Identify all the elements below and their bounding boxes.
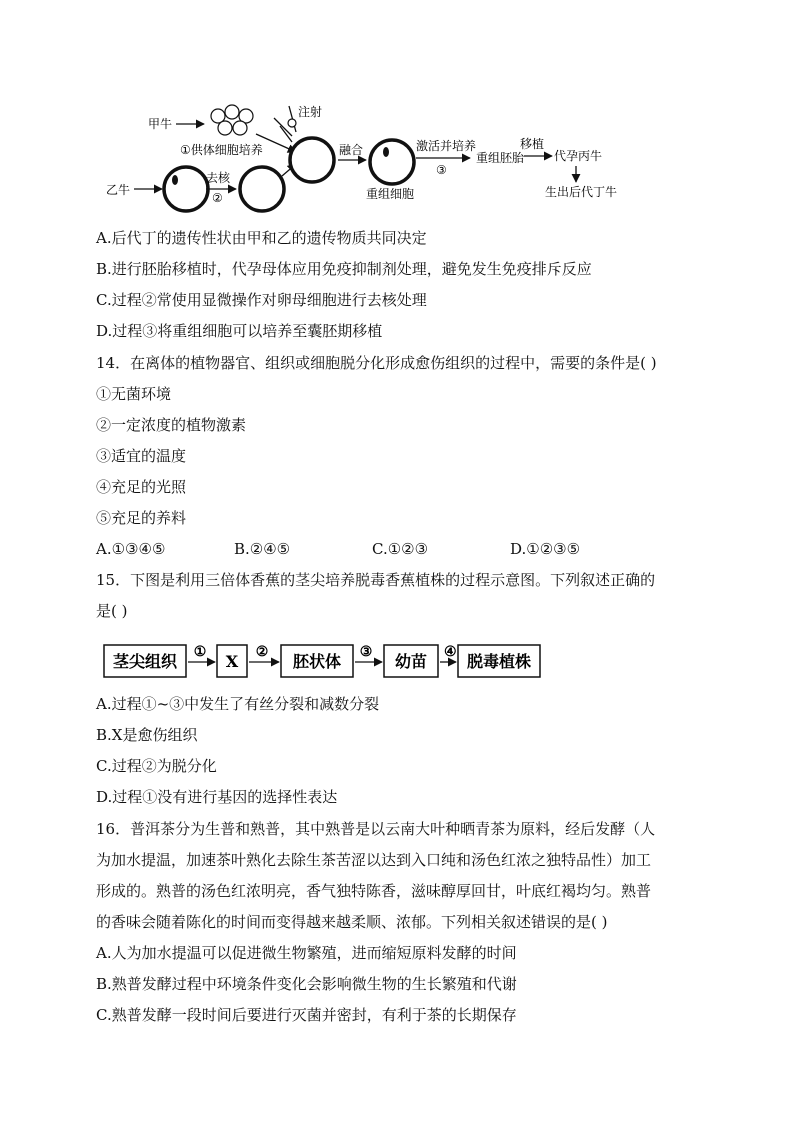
flow-step-4: ④ <box>444 644 457 660</box>
q14-item-3: ③适宜的温度 <box>96 447 187 465</box>
q15-option-d: D.过程①没有进行基因的选择性表达 <box>96 788 338 806</box>
flow-step-3: ③ <box>359 644 373 660</box>
flow-label-seedling: 幼苗 <box>394 652 428 671</box>
label-surrogate: 代孕丙牛 <box>554 149 603 163</box>
q15-stem-line1: 15．下图是利用三倍体香蕉的茎尖培养脱毒香蕉植株的过程示意图。下列叙述正确的 <box>96 571 656 589</box>
flow-step-2: ② <box>255 644 269 660</box>
q16-option-b: B.熟普发酵过程中环境条件变化会影响微生物的生长繁殖和代谢 <box>96 975 517 993</box>
flow-label-x: X <box>225 652 239 671</box>
q15-option-a: A.过程①~③中发生了有丝分裂和减数分裂 <box>96 695 380 713</box>
label-enucleate: 去核 <box>206 171 231 185</box>
q15-option-b: B.X是愈伤组织 <box>96 726 198 744</box>
q16-stem-line4: 的香味会随着陈化的时间而变得越来越柔顺、浓郁。下列相关叙述错误的是( ) <box>96 913 608 931</box>
q14-item-2: ②一定浓度的植物激素 <box>96 416 247 434</box>
q16-stem-line3: 形成的。熟普的汤色红浓明亮，香气独特陈香，滋味醇厚回甘，叶底红褐均匀。熟普 <box>96 882 652 900</box>
q13-option-b: B.进行胚胎移植时，代孕母体应用免疫抑制剂处理，避免发生免疫排斥反应 <box>96 260 592 278</box>
injected-cell <box>288 119 296 127</box>
q14-item-1: ①无菌环境 <box>96 385 172 403</box>
q14-option-d: D.①②③⑤ <box>510 540 581 558</box>
q13-option-c: C.过程②常使用显微操作对卵母细胞进行去核处理 <box>96 291 427 309</box>
donor-cells <box>211 105 253 135</box>
q13-option-d: D.过程③将重组细胞可以培养至囊胚期移植 <box>96 322 383 340</box>
q13-option-a: A.后代丁的遗传性状由甲和乙的遗传物质共同决定 <box>96 229 427 247</box>
q16-stem-line1: 16．普洱茶分为生普和熟普，其中熟普是以云南大叶种晒青茶为原料，经后发酵（人 <box>96 820 656 838</box>
cloning-diagram <box>96 96 656 226</box>
tissue-culture-flow <box>96 636 546 686</box>
label-fuse: 融合 <box>339 143 364 157</box>
label-recombinant-embryo: 重组胚胎 <box>476 151 525 165</box>
q14-option-b: B.②④⑤ <box>234 540 291 558</box>
flow-label-virus-free: 脱毒植株 <box>466 652 532 671</box>
q16-option-a: A.人为加水提温可以促进微生物繁殖，进而缩短原料发酵的时间 <box>96 944 517 962</box>
label-activate: 激活并培养 <box>416 139 477 153</box>
q15-option-c: C.过程②为脱分化 <box>96 757 217 775</box>
label-jia: 甲牛 <box>148 117 173 131</box>
label-yi: 乙牛 <box>106 183 131 197</box>
q14-item-5: ⑤充足的养料 <box>96 509 187 527</box>
flow-step-1: ① <box>193 644 207 660</box>
label-step2: ② <box>212 191 223 205</box>
q14-stem: 14．在离体的植物器官、组织或细胞脱分化形成愈伤组织的过程中，需要的条件是( ) <box>96 354 657 372</box>
fusion-cell <box>290 138 334 182</box>
q16-option-c: C.熟普发酵一段时间后要进行灭菌并密封，有利于茶的长期保存 <box>96 1006 517 1024</box>
flow-label-shoot-tip: 茎尖组织 <box>112 652 178 671</box>
label-donor-culture: ①供体细胞培养 <box>180 143 263 157</box>
q16-stem-line2: 为加水提温，加速茶叶熟化去除生茶苦涩以达到入口纯和汤色红浓之独特品性）加工 <box>96 851 652 869</box>
oocyte-nucleus <box>172 175 178 185</box>
q14-item-4: ④充足的光照 <box>96 478 187 496</box>
enucleated-oocyte <box>240 167 284 211</box>
label-recombinant-cell: 重组细胞 <box>366 187 415 201</box>
label-step3: ③ <box>436 163 447 177</box>
oocyte <box>164 167 208 211</box>
label-transplant: 移植 <box>520 137 545 151</box>
recombinant-nucleus <box>383 147 389 157</box>
flow-label-embryoid: 胚状体 <box>292 652 342 671</box>
label-inject: 注射 <box>298 105 323 119</box>
q14-options <box>96 539 696 559</box>
q14-option-c: C.①②③ <box>372 540 429 558</box>
q14-option-a: A.①③④⑤ <box>96 540 166 558</box>
label-offspring: 生出后代丁牛 <box>545 185 618 199</box>
recombinant-cell <box>370 140 414 184</box>
q15-stem-line2: 是( ) <box>96 602 128 620</box>
